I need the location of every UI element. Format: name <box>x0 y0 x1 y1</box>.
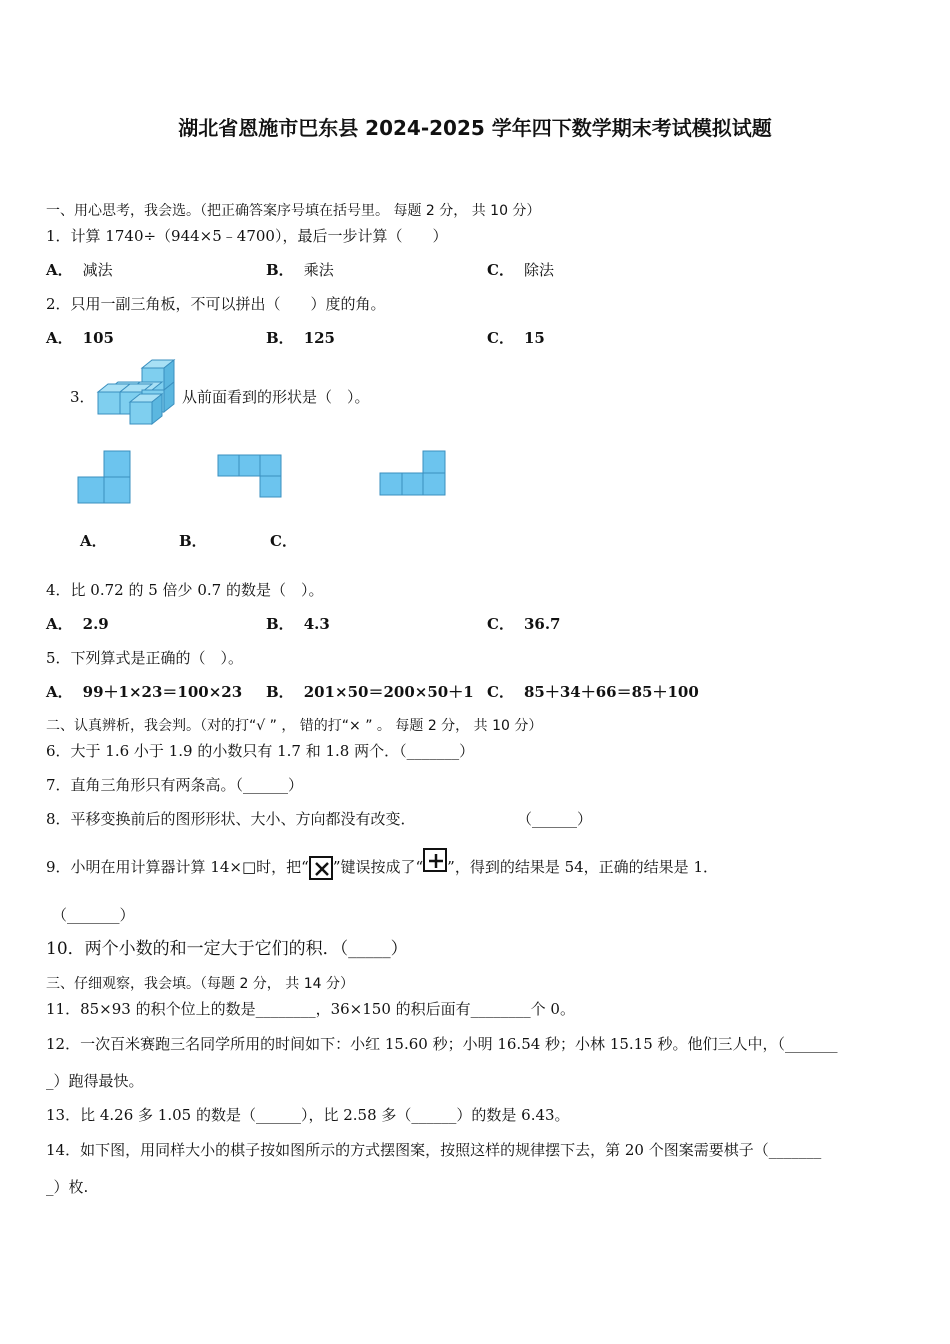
question-6: 6．大于 1.6 小于 1.9 的小数只有 1.7 和 1.8 两个．（_______） <box>46 742 475 760</box>
q2-option-a[interactable]: A． 105 <box>46 329 114 347</box>
page-title: 湖北省恩施市巴东县 2024-2025 学年四下数学期末考试模拟试题 <box>178 116 772 140</box>
question-1: 1．计算 1740÷（944×5﹣4700），最后一步计算（ ） <box>46 227 448 245</box>
q1-option-b[interactable]: B． 乘法 <box>266 261 334 279</box>
question-2: 2．只用一副三角板，不可以拼出（ ）度的角。 <box>46 295 386 313</box>
question-10: 10．两个小数的和一定大于它们的积．（_____） <box>46 939 408 959</box>
section-2-heading: 二、认真辨析，我会判。（对的打“√ ” ， 错的打“× ” 。 每题 2 分， 共 10 分） <box>46 718 543 734</box>
question-12-line-2: _）跑得最快。 <box>46 1072 144 1090</box>
section-3-heading: 三、仔细观察，我会填。（每题 2 分， 共 14 分） <box>46 976 354 992</box>
cube-stack-figure <box>96 360 178 426</box>
question-4: 4．比 0.72 的 5 倍少 0.7 的数是（ ）。 <box>46 581 324 599</box>
question-7: 7．直角三角形只有两条高。（______） <box>46 776 304 794</box>
question-8: 8．平移变换前后的图形形状、大小、方向都没有改变． <box>46 810 416 828</box>
question-14-line-1: 14．如下图，用同样大小的棋子按如图所示的方式摆图案，按照这样的规律摆下去，第 20 个图案需要棋子（_______ <box>46 1141 822 1159</box>
shape-option-a[interactable] <box>77 450 131 504</box>
q5-option-a[interactable]: A． 99＋1×23＝100×23 <box>46 683 243 701</box>
q3-option-b[interactable]: B． <box>179 532 207 550</box>
question-13: 13．比 4.26 多 1.05 的数是（______），比 2.58 多（______）的数是 6.43。 <box>46 1106 570 1124</box>
q2-option-c[interactable]: C． 15 <box>487 329 545 347</box>
q4-option-c[interactable]: C． 36.7 <box>487 615 561 633</box>
question-3-text: 从前面看到的形状是（ ）。 <box>182 388 370 406</box>
shape-option-b[interactable] <box>217 454 283 498</box>
multiply-key-icon <box>309 856 333 880</box>
question-11: 11．85×93 的积个位上的数是________，36×150 的积后面有________个 0。 <box>46 1000 575 1018</box>
question-12-line-1: 12．一次百米赛跑三名同学所用的时间如下：小红 15.60 秒；小明 16.54 秒；小林 15.15 秒。他们三人中，（_______ <box>46 1035 838 1053</box>
q3-option-a[interactable]: A． <box>80 532 107 550</box>
question-14-line-2: _）枚. <box>46 1178 89 1196</box>
q1-option-a[interactable]: A． 减法 <box>46 261 113 279</box>
q4-option-b[interactable]: B． 4.3 <box>266 615 330 633</box>
q1-option-c[interactable]: C． 除法 <box>487 261 554 279</box>
q2-option-b[interactable]: B． 125 <box>266 329 335 347</box>
q5-option-c[interactable]: C． 85＋34＋66＝85＋100 <box>487 683 699 701</box>
plus-key-icon <box>423 848 447 872</box>
section-1-heading: 一、用心思考，我会选。（把正确答案序号填在括号里。 每题 2 分， 共 10 分） <box>46 203 541 219</box>
question-8-blank[interactable]: （______） <box>517 810 593 828</box>
question-9: 9．小明在用计算器计算 14×□时，把“ ”键误按成了“ ”，得到的结果是 54，正确的结果是 1． <box>46 856 718 880</box>
question-5: 5．下列算式是正确的（ ）。 <box>46 649 244 667</box>
question-3-number: 3． <box>70 388 95 406</box>
q3-option-c[interactable]: C． <box>270 532 297 550</box>
question-9-blank[interactable]: （_______） <box>52 906 135 924</box>
shape-option-c[interactable] <box>379 450 447 496</box>
q4-option-a[interactable]: A． 2.9 <box>46 615 109 633</box>
q5-option-b[interactable]: B． 201×50＝200×50＋1 <box>266 683 474 701</box>
